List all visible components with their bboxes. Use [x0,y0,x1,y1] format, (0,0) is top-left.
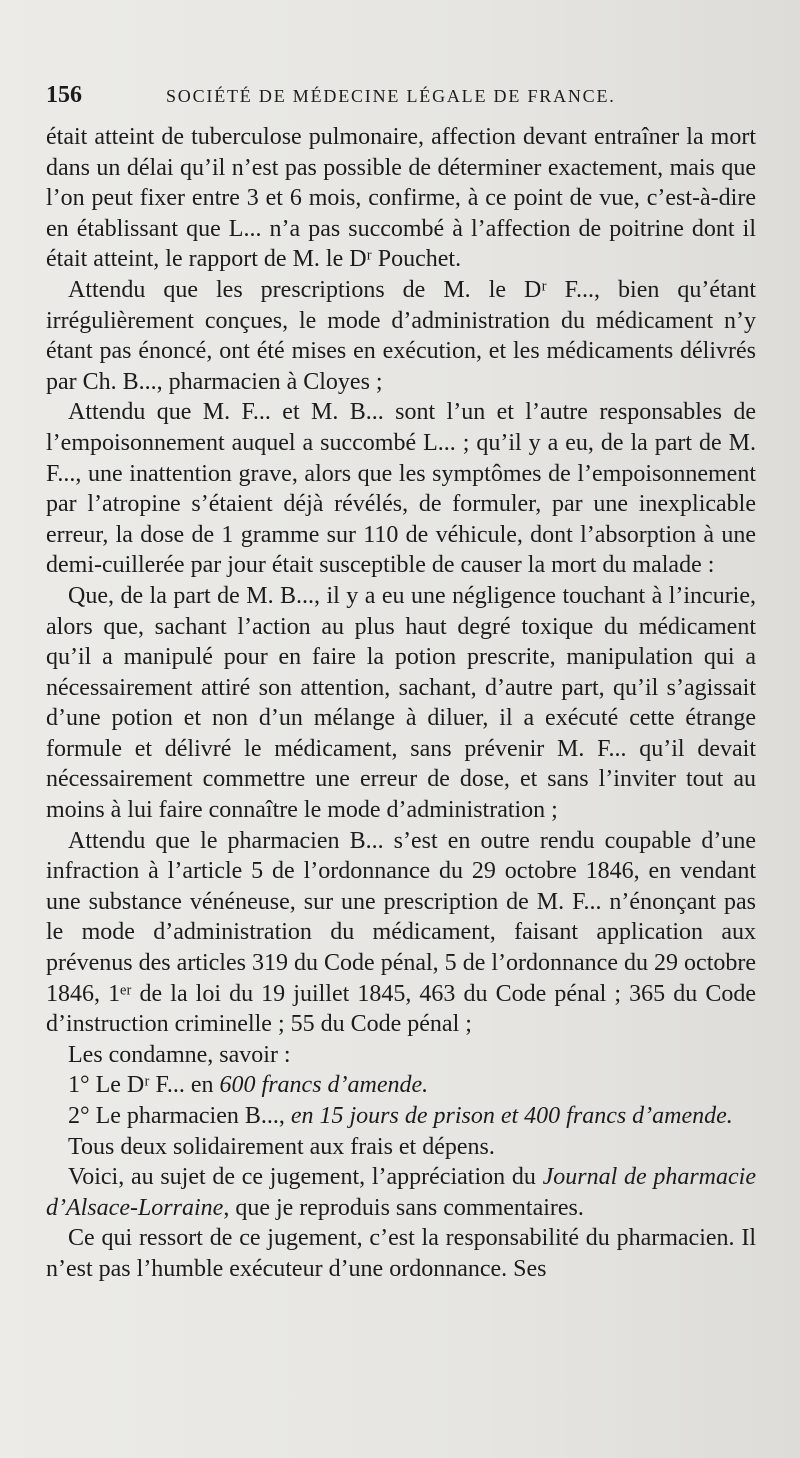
paragraph: Attendu que les prescriptions de M. le Dʳ F..., bien qu’étant irrégulièrement conçues, le mode d’administration du médicament n’y étant pas énoncé, ont été mises en exécution, et les médicaments délivrés par Ch. B..., pharmacien à Cloyes ; [46,276,756,395]
paragraph: Ce qui ressort de ce jugement, c’est la responsabilité du pharmacien. Il n’est pas l’humble exécuteur d’une ordonnance. Ses [46,1225,756,1282]
paragraph: Les condamne, savoir : [68,1041,291,1068]
sentence-item-lead: 2° Le pharmacien B..., [68,1103,291,1129]
paragraph: Tous deux solidairement aux frais et dépens. [68,1133,495,1160]
paragraph [46,1162,756,1223]
body-text [46,122,756,1285]
page-number: 156 [46,82,82,108]
journal-title: Journal de pharmacie d’Alsace-Lorraine [46,1164,756,1221]
running-title: SOCIÉTÉ DE MÉDECINE LÉGALE DE FRANCE. [166,86,616,106]
sentence-item [46,1070,756,1101]
sentence-item-penalty: 600 francs d’amende. [219,1072,429,1099]
paragraph: Attendu que le pharmacien B... s’est en outre rendu coupable d’une infraction à l’article 5 de l’ordonnance du 29 octobre 1846, en vendant une substance vénéneuse, sur une prescription de M. F... n’énonçant pas le mode d’administration du médicament, faisant application aux prévenus des articles 319 du Code pénal, 5 de l’ordonnance du 29 octobre 1846, 1ᵉʳ de la loi du 19 juillet 1845, 463 du Code pénal ; 365 du Code d’instruction criminelle ; 55 du Code pénal ; [46,827,756,1038]
paragraph-lead: Voici, au sujet de ce jugement, l’appréciation du [68,1164,543,1191]
sentence-item-lead: 1° Le Dʳ F... en [68,1072,220,1099]
sentence-item [46,1101,756,1132]
paragraph-tail: , que je reproduis sans commentaires. [223,1194,584,1221]
paragraph: Attendu que M. F... et M. B... sont l’un et l’autre responsables de l’empoisonnement auquel a succombé L... ; qu’il y a eu, de la part de M. F..., une inattention grave, alors que les symptômes de l’empoisonnement par l’atropine s’étaient déjà révélés, de formuler, par une inexplicable erreur, la dose de 1 gramme sur 110 de véhicule, dont l’absorption à une demi-cuillerée par jour était susceptible de causer la mort du malade : [46,399,756,579]
sentence-item-penalty: en 15 jours de prison et 400 francs d’amende. [290,1103,733,1129]
page-header [46,82,756,122]
paragraph: Que, de la part de M. B..., il y a eu une négligence touchant à l’incurie, alors que, sachant l’action au plus haut degré toxique du médicament qu’il a manipulé pour en faire la potion prescrite, manipulation qui a nécessairement attiré son attention, sachant, d’autre part, qu’il s’agissait d’une potion et non d’un mélange à diluer, il a exécuté cette étrange formule et délivré le médicament, sans prévenir M. F... qu’il devait nécessairement commettre une erreur de dose, et sans l’inviter tout au moins à lui faire connaître le mode d’administration ; [46,582,756,824]
paragraph: était atteint de tuberculose pulmonaire, affection devant entraîner la mort dans un délai qu’il n’est pas possible de déterminer exactement, mais que l’on peut fixer entre 3 et 6 mois, confirme, à ce point de vue, c’est-à-dire en établissant que L... n’a pas succombé à l’affection de poitrine dont il était atteint, le rapport de M. le Dʳ Pouchet. [46,124,756,273]
